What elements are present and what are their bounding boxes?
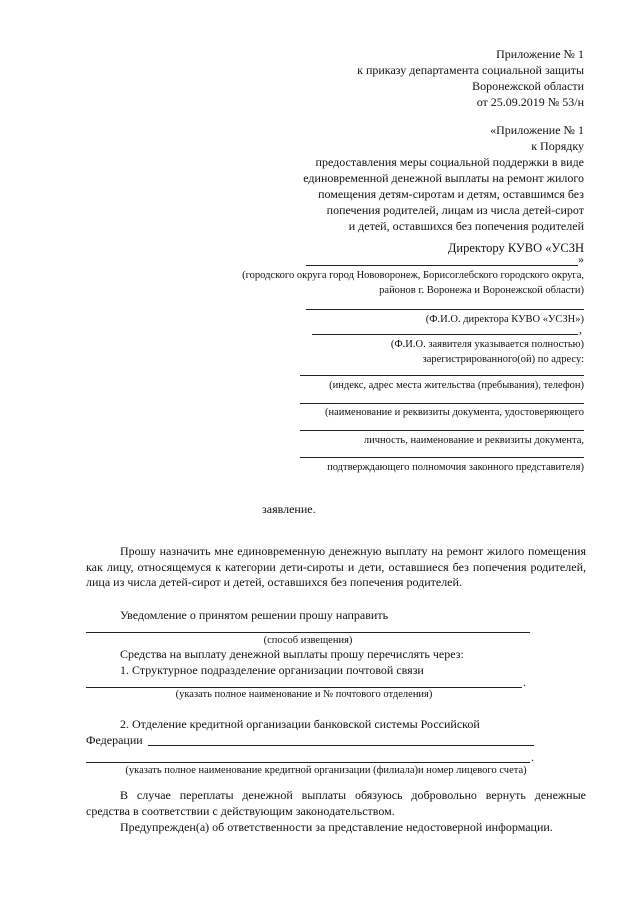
bank-account-hint: (указать полное наименование кредитной организации (филиала)и номер лицевого счета) — [125, 765, 527, 776]
usznline-field[interactable] — [306, 265, 578, 266]
notify-method-field[interactable] — [86, 632, 530, 633]
appendix-line-3: Воронежской области — [472, 79, 584, 93]
director-fio-hint: (Ф.И.О. директора КУВО «УСЗН») — [425, 314, 584, 325]
appendix-line-2: к приказу департамента социальной защиты — [357, 63, 584, 77]
appendix-line-4: от 25.09.2019 № 53/н — [476, 95, 584, 109]
option-bank-cont: Федерации — [86, 733, 143, 747]
document-field-3[interactable] — [300, 457, 584, 458]
bank-period: . — [531, 750, 534, 764]
postal-period: . — [523, 675, 526, 689]
procedure-line-7: и детей, оставшихся без попечения родителей — [348, 219, 584, 233]
registered-hint: зарегистрированного(ой) по адресу: — [422, 354, 584, 365]
district-hint-1: (городского округа город Нововоронеж, Борисоглебского городского округа, — [242, 270, 584, 281]
procedure-line-2: к Порядку — [531, 139, 584, 153]
procedure-line-3: предоставления меры социальной поддержки в виде — [315, 155, 584, 169]
statement-title: заявление. — [262, 502, 316, 516]
document-hint-3: подтверждающего полномочия законного представителя) — [327, 462, 584, 473]
quote-close: » — [578, 252, 584, 266]
appendix-line-1: Приложение № 1 — [496, 47, 584, 61]
director-fio-field[interactable] — [306, 309, 584, 310]
bank-name-field-2[interactable] — [86, 762, 530, 763]
notify-label: Уведомление о принятом решении прошу направить — [120, 608, 389, 622]
director-label: Директору КУВО «УСЗН — [447, 241, 584, 255]
procedure-line-5: помещения детям-сиротам и детям, оставшимся без — [318, 187, 584, 201]
document-hint-2: личность, наименование и реквизиты документа, — [363, 435, 584, 446]
procedure-line-1: «Приложение № 1 — [490, 123, 584, 137]
postal-office-hint: (указать полное наименование и № почтового отделения) — [175, 689, 433, 700]
address-field[interactable] — [300, 375, 584, 376]
applicant-fio-field[interactable] — [312, 334, 578, 335]
comma: , — [579, 322, 582, 336]
notify-method-hint: (способ извещения) — [263, 635, 353, 646]
overpayment-paragraph: В случае переплаты денежной выплаты обязуюсь добровольно вернуть денежные средства в соответствии с действующим законодательством. — [86, 788, 586, 818]
document-field-2[interactable] — [300, 430, 584, 431]
document-hint-1: (наименование и реквизиты документа, удостоверяющего — [325, 407, 584, 418]
bank-name-field-1[interactable] — [148, 745, 534, 746]
procedure-line-4: единовременной денежной выплаты на ремонт жилого — [303, 171, 584, 185]
document-field-1[interactable] — [300, 403, 584, 404]
applicant-fio-hint: (Ф.И.О. заявителя указывается полностью) — [390, 339, 584, 350]
district-hint-2: районов г. Воронежа и Воронежской области) — [379, 285, 584, 296]
funds-label: Средства на выплату денежной выплаты прошу перечислять через: — [120, 647, 464, 661]
responsibility-warning: Предупрежден(а) об ответственности за представление недостоверной информации. — [120, 820, 553, 834]
statement-paragraph-1: Прошу назначить мне единовременную денежную выплату на ремонт жилого помещения как лицу, относящемуся к категории дети-сироты и дети, оставшиеся без попечения родителей, лица из числа детей-сирот и детей, оставшихся без попечения родителей. — [86, 544, 586, 589]
procedure-line-6: попечения родителей, лицам из числа детей-сирот — [326, 203, 584, 217]
option-postal: 1. Структурное подразделение организации почтовой связи — [120, 663, 424, 677]
address-hint: (индекс, адрес места жительства (пребывания), телефон) — [329, 380, 584, 391]
option-bank: 2. Отделение кредитной организации банковской системы Российской — [120, 717, 480, 731]
